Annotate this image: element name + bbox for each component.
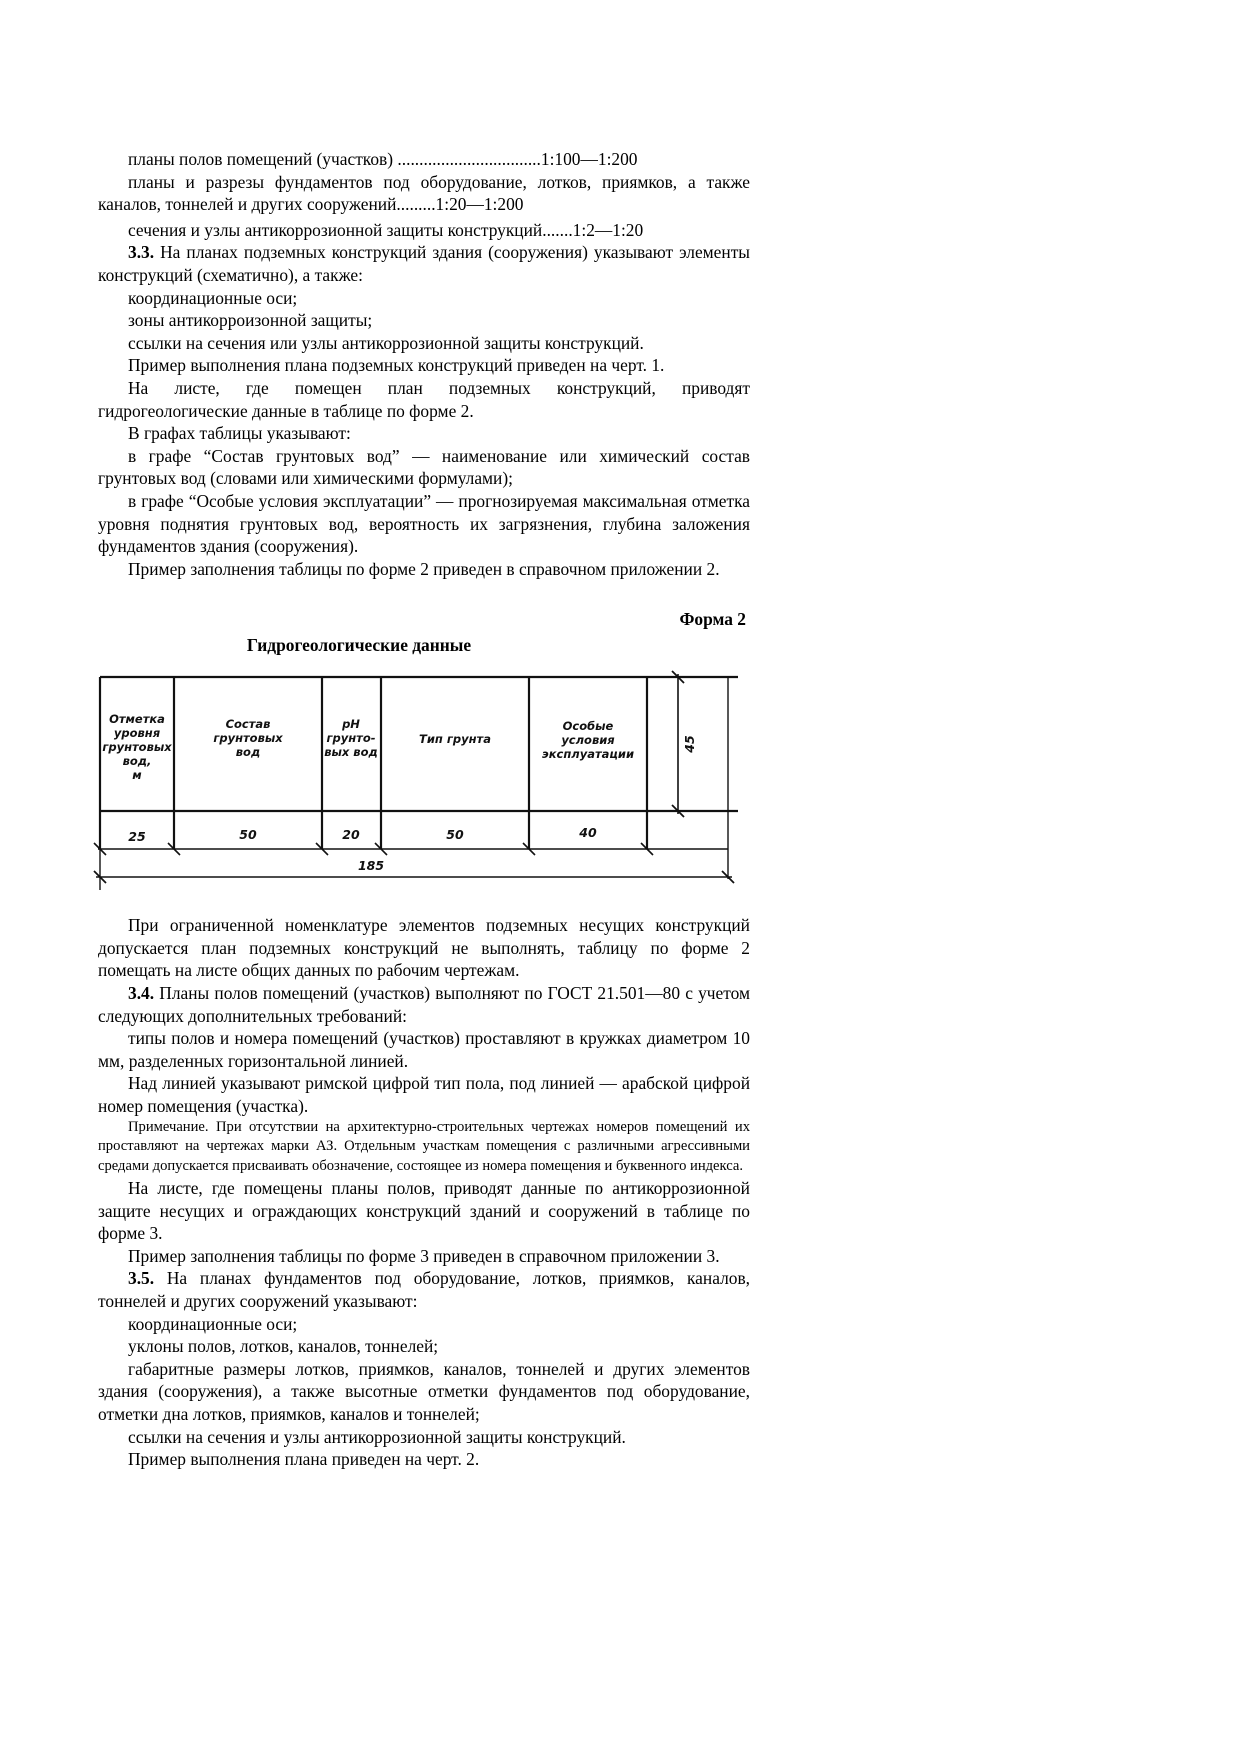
header-soil-type: Тип грунта: [419, 732, 491, 747]
header-composition-line1: Состав: [225, 717, 271, 732]
column-conditions-desc: в графе “Особые условия эксплуатации” — прогнозируемая максимальная отметка уровня поднятия грунтовых вод, вероятность их загрязнения, глубина заложения фундаментов здания (сооружения).: [98, 490, 750, 557]
list-item: Пример выполнения плана приведен на черт. 2.: [128, 1449, 480, 1470]
header-height: 45: [682, 735, 697, 753]
column-width-4: 50: [446, 827, 464, 843]
list-item: зоны антикорроизонной защиты;: [128, 310, 373, 331]
header-composition-line3: вод: [235, 745, 261, 760]
section-3-5-intro: 3.5. На планах фундаментов под оборудование, лотков, приямков, каналов, тоннелей и других сооружений указывают:: [98, 1268, 750, 1311]
table-drawing-svg: [88, 664, 748, 898]
column-width-2: 50: [239, 827, 257, 843]
header-ph-line1: pH: [342, 717, 360, 732]
list-item: координационные оси;: [128, 287, 298, 308]
columns-intro: В графах таблицы указывают:: [128, 423, 351, 444]
scale-floor-plans: планы полов помещений (участков) .................................1:100—1:200: [128, 149, 638, 169]
column-width-3: 20: [342, 827, 360, 843]
total-width: 185: [357, 858, 385, 874]
section-number: 3.3.: [128, 242, 155, 263]
scale-foundation-plans: планы и разрезы фундаментов под оборудование, лотков, приямков, а также каналов, тоннелей и других сооружений.........1:20—1:200: [98, 171, 750, 215]
section-3-4-intro: 3.4. Планы полов помещений (участков) выполняют по ГОСТ 21.501—80 с учетом следующих дополнительных требований:: [98, 983, 750, 1026]
note-paragraph: Примечание. При отсутствии на архитектурно-строительных чертежах номеров помещений их проставляют на чертежах марки АЗ. Отдельным участкам помещения с различными агрессивными средами допускается присваивать обозначение, состоящее из номера помещения и буквенного индекса.: [98, 1118, 750, 1175]
column-width-5: 40: [579, 825, 597, 841]
header-ph-line2: грунто-: [326, 731, 376, 746]
scale-anticorrosion-sections: сечения и узлы антикоррозионной защиты конструкций.......1:2—1:20: [128, 219, 644, 240]
form-3-example-paragraph: Пример заполнения таблицы по форме 3 приведен в справочном приложении 3.: [128, 1245, 720, 1266]
column-width-1: 25: [128, 829, 146, 845]
document-page: [98, 148, 750, 1471]
list-item: уклоны полов, лотков, каналов, тоннелей;: [128, 1336, 439, 1357]
section-number: 3.5.: [128, 1268, 155, 1289]
roman-numeral-paragraph: Над линией указывают римской цифрой тип пола, под линией — арабской цифрой номер помещения (участка).: [98, 1073, 750, 1117]
form-2-table-drawing: [88, 664, 748, 898]
header-conditions-line2: условия: [561, 733, 615, 748]
list-item: ссылки на сечения и узлы антикоррозионной защиты конструкций.: [128, 1426, 626, 1447]
header-level-line2: уровня: [113, 726, 161, 741]
section-number: 3.4.: [128, 983, 155, 1004]
header-level-line3: грунтовых: [102, 740, 172, 755]
form-title: Гидрогеологические данные: [246, 635, 472, 656]
form-label: Форма 2: [679, 609, 746, 630]
after-table-paragraph: При ограниченной номенклатуре элементов подземных несущих конструкций допускается план подземных конструкций не выполнять, таблицу по форме 2 помещать на листе общих данных по рабочим чертежам.: [98, 915, 750, 981]
header-composition-line2: грунтовых: [213, 731, 283, 746]
sheet-paragraph: На листе, где помещен план подземных конструкций, приводят гидрогеологические данные в таблице по форме 2.: [98, 377, 750, 421]
header-level-line1: Отметка: [109, 712, 165, 727]
header-conditions-line1: Особые: [562, 719, 614, 734]
fill-example-paragraph: Пример заполнения таблицы по форме 2 приведен в справочном приложении 2.: [128, 558, 720, 579]
floor-plans-sheet-paragraph: На листе, где помещены планы полов, приводят данные по антикоррозионной защите несущих и ограждающих конструкций зданий и сооружений в таблице по форме 3.: [98, 1178, 750, 1244]
header-level-line4: вод,: [122, 754, 152, 769]
section-3-3-intro: 3.3. На планах подземных конструкций здания (сооружения) указывают элементы конструкций (схематично), а также:: [98, 242, 750, 285]
column-composition-desc: в графе “Состав грунтовых вод” — наименование или химический состав грунтовых вод (словами или химическими формулами);: [98, 445, 750, 489]
header-level-line5: м: [132, 768, 142, 783]
list-item: габаритные размеры лотков, приямков, каналов, тоннелей и других элементов здания (сооружения), а также высотные отметки фундаментов под оборудование, отметки дна лотков, приямков, каналов и тоннелей;: [98, 1358, 750, 1424]
header-conditions-line3: эксплуатации: [541, 747, 635, 762]
list-item: координационные оси;: [128, 1313, 298, 1334]
example-paragraph: Пример выполнения плана подземных конструкций приведен на черт. 1.: [128, 355, 665, 376]
list-item: ссылки на сечения или узлы антикоррозионной защиты конструкций.: [128, 332, 644, 353]
floor-types-paragraph: типы полов и номера помещений (участков) проставляют в кружках диаметром 10 мм, разделенных горизонтальной линией.: [98, 1028, 750, 1071]
header-ph-line3: вых вод: [324, 745, 378, 760]
